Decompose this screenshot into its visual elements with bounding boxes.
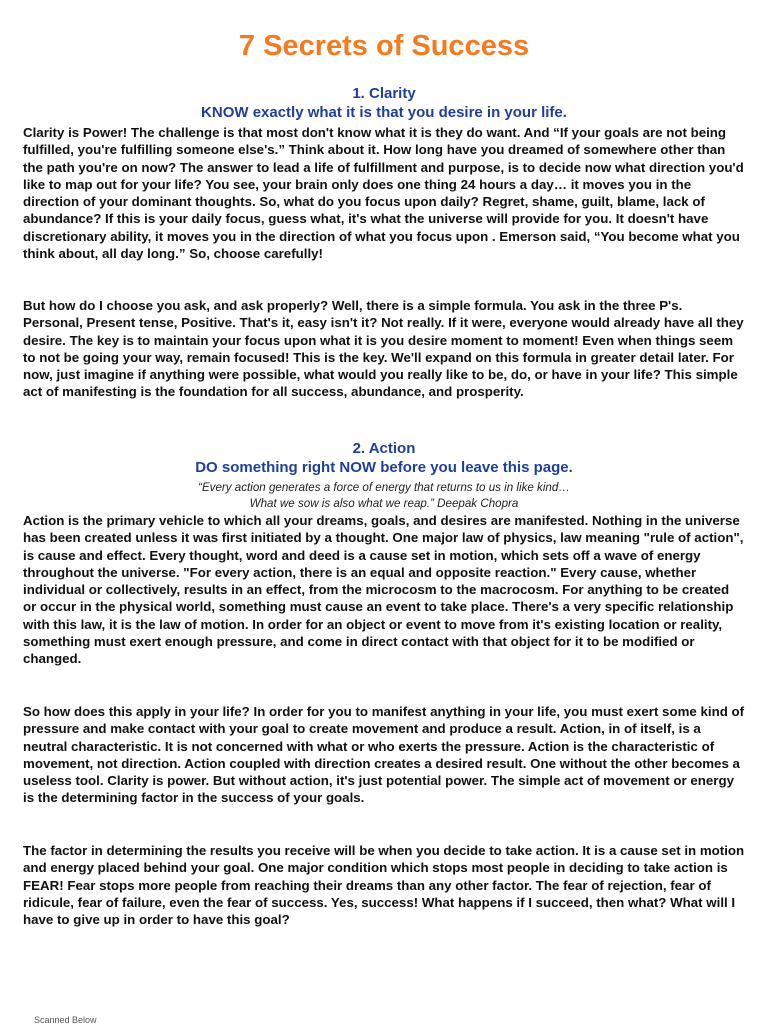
section-2-paragraph-2: So how does this apply in your life? In order for you to manifest anything in your life, you must exert some kind of pressure and make contact with your goal to create movement and produce a result. Action, in of itself, is a neutral characteristic. It is not concerned with what or who exerts the pressure. Action is the characteristic of movement, not direction. Action coupled with direction creates a desired result. One without the other becomes a useless tool. Clarity is power. But without action, it's just potential power. The simple act of movement or energy is the determining factor in the success of your goals. <box>23 704 745 806</box>
section-2-paragraph-1: Action is the primary vehicle to which all your dreams, goals, and desires are manifested. Nothing in the universe has been created unless it was first initiated by a thought. One major law of physics, law meaning "rule of action", is cause and effect. Every thought, word and deed is a cause set in motion, which sets off a wave of energy throughout the universe. "For every action, there is an equal and opposite reaction." Every cause, whether individual or collectively, results in an effect, from the microcosm to the macrocosm. For anything to be created or occur in the physical world, something must cause an event to take place. There's a very specific relationship with this law, it is the law of motion. In order for an object or event to move from it's existing location or reality, something must exert enough pressure, and come in direct contact with that object for it to be modified or changed. <box>23 513 744 667</box>
section-1-subheading: KNOW exactly what it is that you desire in your life. <box>201 104 567 121</box>
document-title: 7 Secrets of Success <box>238 30 530 62</box>
section-2-subheading: DO something right NOW before you leave this page. <box>195 459 573 476</box>
section-1-paragraph-1: Clarity is Power! The challenge is that most don't know what it is they do want. And “If your goals are not being fulfilled, you're fulfilling someone else's.” Think about it. How long have you dreamed of somewhere other than the path you're on now? The answer to lead a life of fulfillment and purpose, is to decide now what direction you'd like to map out for your life? You see, your brain only does one thing 24 hours a day… it moves you in the direction of your dominant thoughts. So, what do you focus upon daily? Regret, shame, guilt, blame, lack of abundance? If this is your daily focus, guess what, it's what the universe will provide for you. It doesn't have discretionary ability, it moves you in the direction of what you focus upon . Emerson said, “You become what you think about, all day long.” So, choose carefully! <box>23 125 744 262</box>
page-footer: Scanned Below <box>34 1015 97 1024</box>
section-2-quote-line-1: “Every action generates a force of energy that returns to us in like kind… <box>198 481 570 494</box>
section-2-paragraph-3: The factor in determining the results you receive will be when you decide to take action. It is a cause set in motion and energy placed behind your goal. One major condition which stops most people in deciding to take action is FEAR! Fear stops more people from reaching their dreams than any other factor. The fear of rejection, fear of ridicule, fear of failure, even the fear of success. Yes, success! What happens if I succeed, then what? What will I have to give up in order to have this goal? <box>23 843 745 928</box>
section-1-heading: 1. Clarity <box>352 85 416 102</box>
section-2-quote-line-2: What we sow is also what we reap.” Deepak Chopra <box>249 497 519 510</box>
section-1-paragraph-2: But how do I choose you ask, and ask properly? Well, there is a simple formula. You ask in the three P's. Personal, Present tense, Positive. That's it, easy isn't it? Not really. If it were, everyone would already have all they desire. The key is to maintain your focus upon what it is you desire moment to moment! Even when things seem to not be going your way, remain focused! This is the key. We'll expand on this formula in greater detail later. For now, just imagine if anything were possible, what would you really like to be, do, or have in your life? This simple act of manifesting is the foundation for all success, abundance, and prosperity. <box>23 298 744 400</box>
section-2-heading: 2. Action <box>352 440 416 457</box>
